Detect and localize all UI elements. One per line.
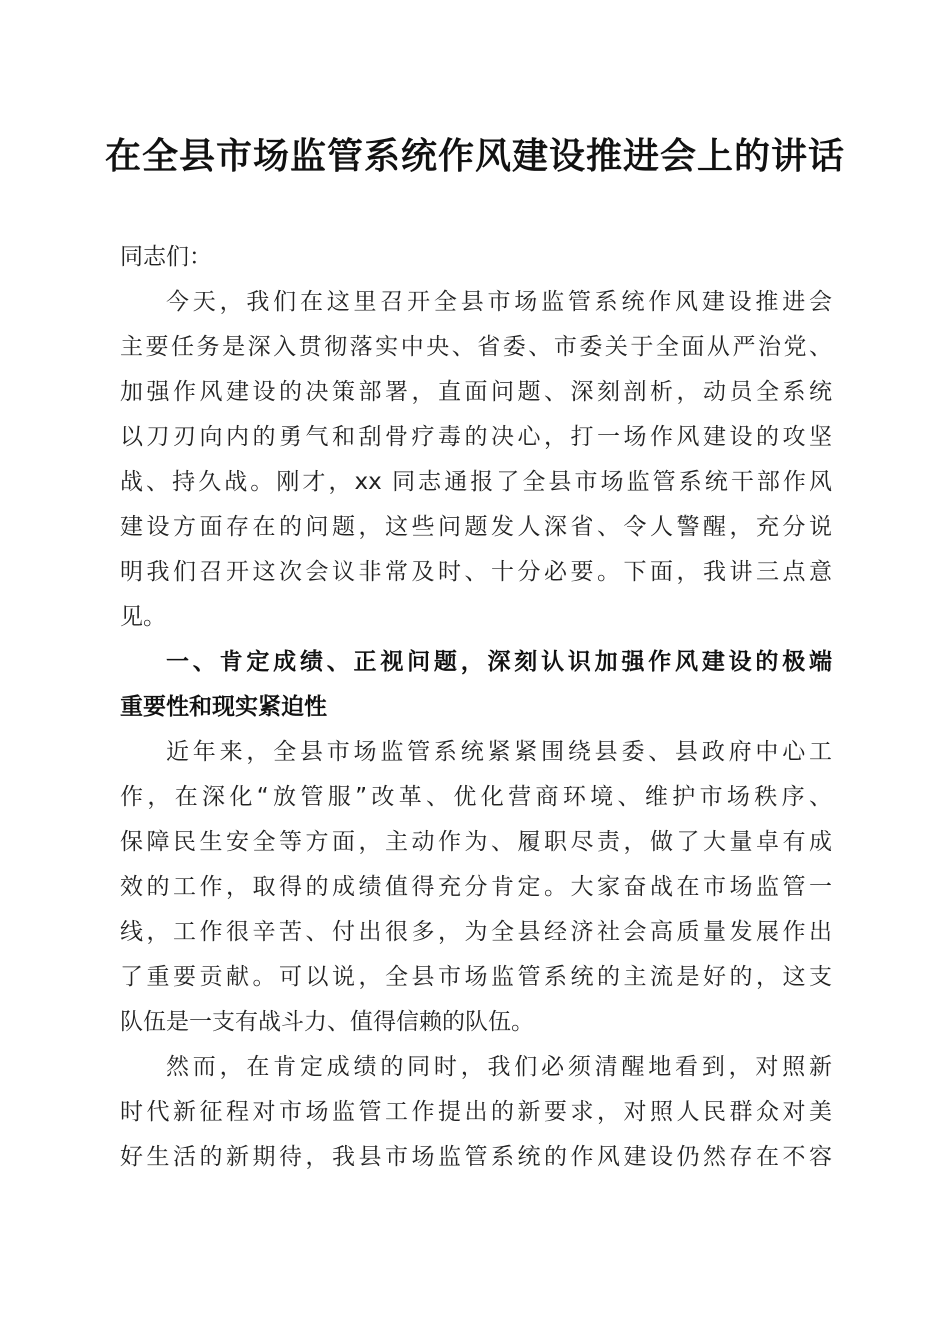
paragraph-line: 加强作风建设的决策部署，直面问题、深刻剖析，动员全系统 xyxy=(120,379,832,405)
paragraph-line: 近年来，全县市场监管系统紧紧围绕县委、县政府中心工 xyxy=(166,739,832,765)
paragraph-line: 时代新征程对市场监管工作提出的新要求，对照人民群众对美 xyxy=(120,1099,832,1125)
paragraph-line: 队伍是一支有战斗力、值得信赖的队伍。 xyxy=(120,1009,534,1035)
paragraph-line: 作，在深化“放管服”改革、优化营商环境、维护市场秩序、 xyxy=(120,784,832,810)
paragraph-intro xyxy=(120,280,832,640)
document-body xyxy=(120,235,832,1180)
paragraph-line: 建设方面存在的问题，这些问题发人深省、令人警醒，充分说 xyxy=(120,514,832,540)
paragraph-line: 然而，在肯定成绩的同时，我们必须清醒地看到，对照新 xyxy=(166,1054,832,1080)
paragraph-achievements xyxy=(120,730,832,1045)
paragraph-line: 战、持久战。刚才，xx 同志通报了全县市场监管系统干部作风 xyxy=(120,469,832,495)
paragraph-line: 了重要贡献。可以说，全县市场监管系统的主流是好的，这支 xyxy=(120,964,832,990)
heading-line: 一、肯定成绩、正视问题，深刻认识加强作风建设的极端 xyxy=(166,649,832,675)
paragraph-line: 效的工作，取得的成绩值得充分肯定。大家奋战在市场监管一 xyxy=(120,874,832,900)
paragraph-problems xyxy=(120,1045,832,1180)
paragraph-line: 好生活的新期待，我县市场监管系统的作风建设仍然存在不容 xyxy=(120,1144,832,1170)
heading-line: 重要性和现实紧迫性 xyxy=(120,694,327,720)
paragraph-line: 明我们召开这次会议非常及时、十分必要。下面，我讲三点意 xyxy=(120,559,832,585)
paragraph-line: 主要任务是深入贯彻落实中央、省委、市委关于全面从严治党、 xyxy=(120,334,832,360)
section-heading-1 xyxy=(120,640,832,730)
paragraph-line: 线，工作很辛苦、付出很多，为全县经济社会高质量发展作出 xyxy=(120,919,832,945)
paragraph-line: 以刀刃向内的勇气和刮骨疗毒的决心，打一场作风建设的攻坚 xyxy=(120,424,832,450)
salutation xyxy=(120,235,832,280)
paragraph-line: 见。 xyxy=(120,604,166,630)
document-title: 在全县市场监管系统作风建设推进会上的讲话 xyxy=(104,135,845,177)
salutation-text: 同志们： xyxy=(120,244,212,270)
paragraph-line: 今天，我们在这里召开全县市场监管系统作风建设推进会 xyxy=(166,289,832,315)
paragraph-line: 保障民生安全等方面，主动作为、履职尽责，做了大量卓有成 xyxy=(120,829,832,855)
